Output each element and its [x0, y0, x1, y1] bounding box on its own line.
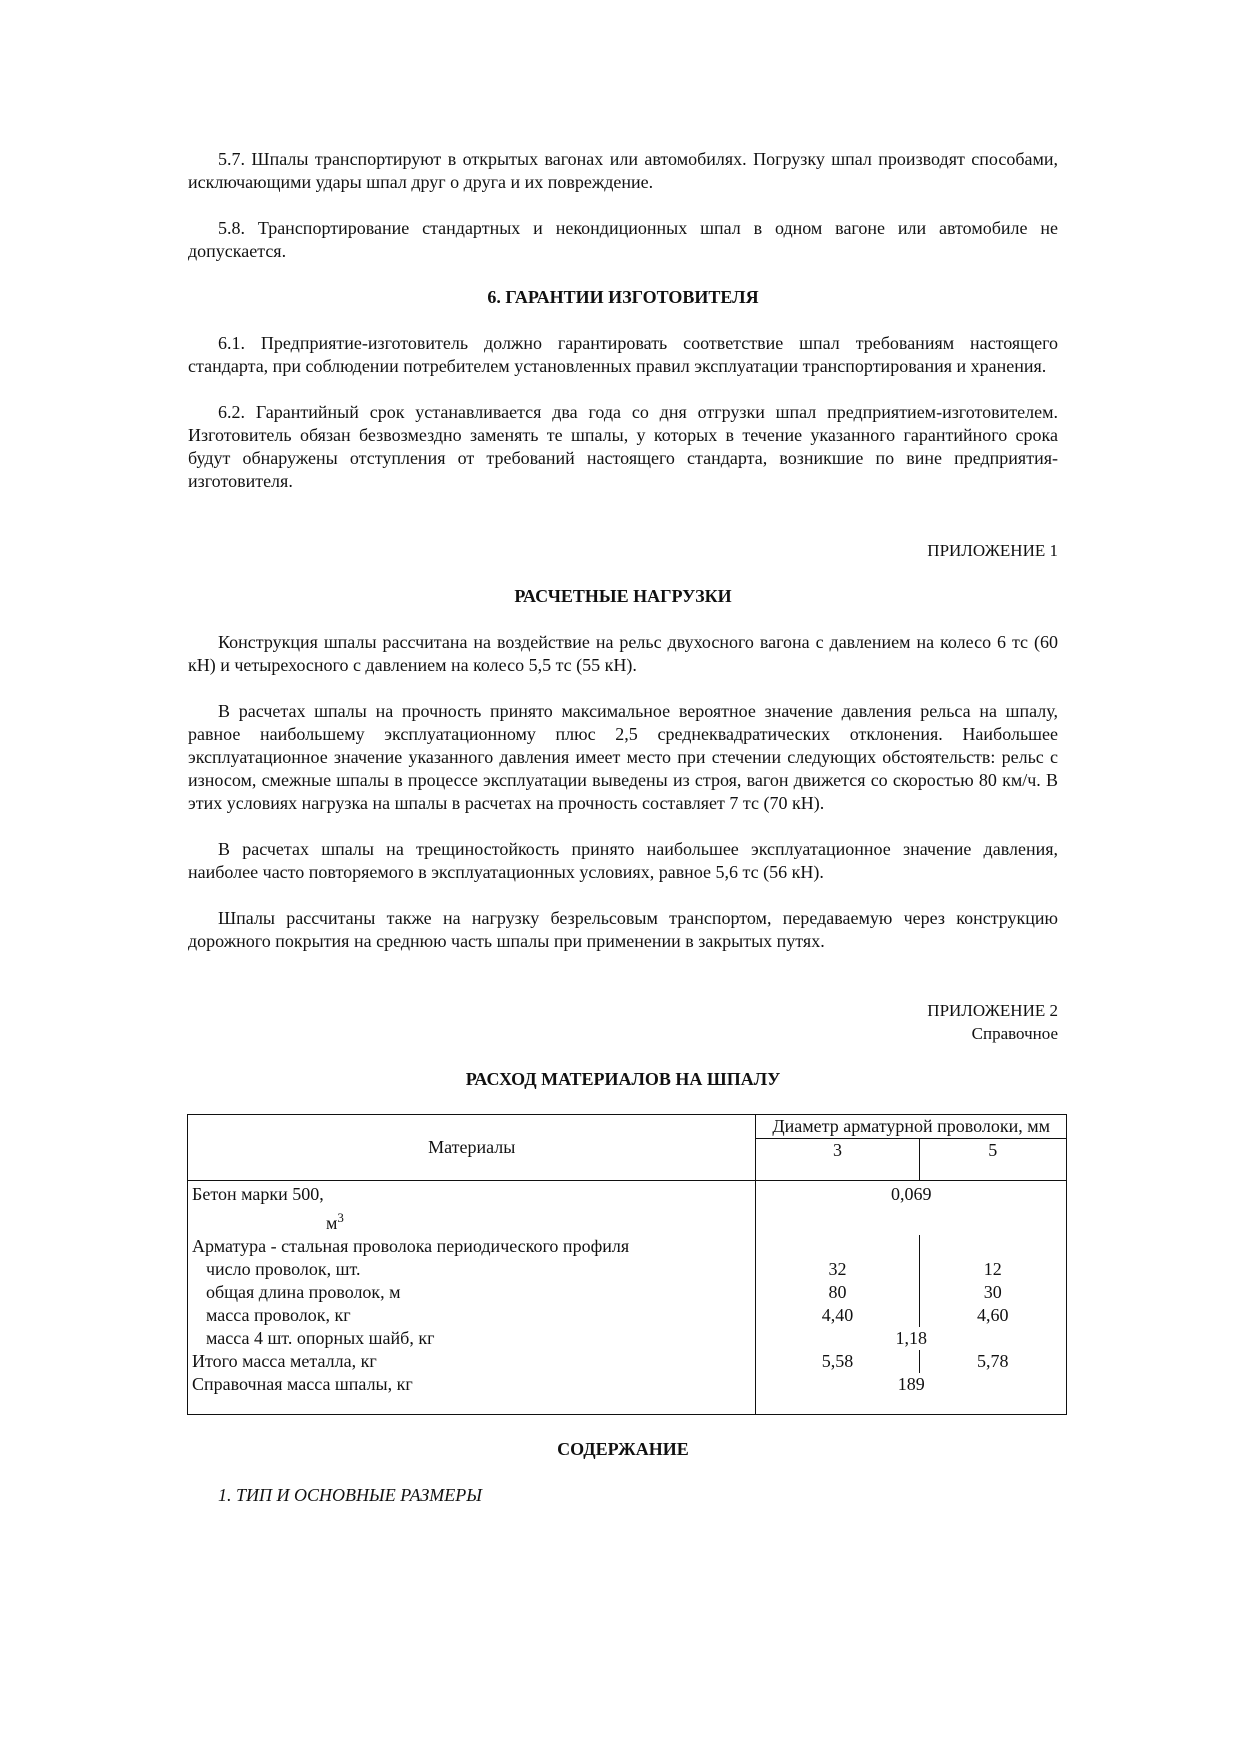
table-row — [188, 1304, 1067, 1327]
metal-total-3: 5,58 — [756, 1350, 919, 1373]
table-header-diameter: Диаметр арматурной проволоки, мм — [756, 1115, 1067, 1139]
contents-title: СОДЕРЖАНИЕ — [557, 1439, 689, 1459]
wire-count-3: 32 — [756, 1258, 919, 1281]
appendix-2-title: РАСХОД МАТЕРИАЛОВ НА ШПАЛУ — [465, 1069, 781, 1089]
washer-value: 1,18 — [756, 1327, 1067, 1350]
washer-label: масса 4 шт. опорных шайб, кг — [188, 1327, 756, 1350]
metal-total-5: 5,78 — [919, 1350, 1066, 1373]
appendix-1-paragraph-3: В расчетах шпалы на трещиностойкость принято наибольшее эксплуатационное значение давления, наиболее часто повторяемого в эксплуатационных условиях, равное 5,6 тс (56 кН). — [188, 839, 1058, 882]
table-header-5: 5 — [919, 1139, 1066, 1181]
concrete-label: Бетон марки 500, $м^3$ — [188, 1181, 756, 1236]
wire-length-5: 30 — [919, 1281, 1066, 1304]
table-row — [188, 1373, 1067, 1415]
appendix-2-label: ПРИЛОЖЕНИЕ 2 — [927, 1001, 1058, 1020]
table-row — [188, 1258, 1067, 1281]
paragraph-6-1: 6.1. Предприятие-изготовитель должно гарантировать соответствие шпал требованиям настоящего стандарта, при соблюдении потребителем установленных правил эксплуатации транспортирования и хранения. — [188, 333, 1058, 376]
concrete-unit: $м^3$ — [326, 1210, 344, 1233]
table-row — [188, 1281, 1067, 1304]
sleeper-mass-value: 189 — [756, 1373, 1067, 1415]
sleeper-mass-label: Справочная масса шпалы, кг — [188, 1373, 756, 1415]
wire-mass-5: 4,60 — [919, 1304, 1066, 1327]
metal-total-label: Итого масса металла, кг — [188, 1350, 756, 1373]
table-row — [188, 1181, 1067, 1236]
wire-count-label: число проволок, шт. — [188, 1258, 756, 1281]
table-row — [188, 1235, 1067, 1258]
contents-item-1[interactable]: 1. ТИП И ОСНОВНЫЕ РАЗМЕРЫ — [218, 1485, 482, 1505]
paragraph-6-2: 6.2. Гарантийный срок устанавливается два года со дня отгрузки шпал предприятием-изготовителем. Изготовитель обязан безвозмездно заменять те шпалы, у которых в течение указанного гарантийного срока будут обнаружены отступления от требований настоящего стандарта, возникшие по вине предприятия-изготовителя. — [188, 402, 1058, 491]
paragraph-5-7: 5.7. Шпалы транспортируют в открытых вагонах или автомобилях. Погрузку шпал производят способами, исключающими удары шпал друг о друга и их повреждение. — [188, 149, 1058, 192]
materials-table — [187, 1114, 1067, 1415]
table-row — [188, 1350, 1067, 1373]
section-heading-6: 6. ГАРАНТИИ ИЗГОТОВИТЕЛЯ — [487, 287, 759, 307]
appendix-1-paragraph-2: В расчетах шпалы на прочность принято максимальное вероятное значение давления рельса на шпалу, равное наибольшему эксплуатационному плюс 2,5 среднеквадратических отклонения. Наибольшее эксплуатационное значение указанного давления имеет место при стечении следующих обстоятельств: рельс с износом, смежные шпалы в процессе эксплуатации выведены из строя, вагон движется со скоростью 80 км/ч. В этих условиях нагрузка на шпалы в расчетах на прочность составляет 7 тс (70 кН). — [188, 701, 1058, 813]
table-header-materials: Материалы — [188, 1115, 756, 1181]
wire-length-3: 80 — [756, 1281, 919, 1304]
table-row — [188, 1327, 1067, 1350]
paragraph-5-8: 5.8. Транспортирование стандартных и некондиционных шпал в одном вагоне или автомобиле не допускается. — [188, 218, 1058, 261]
appendix-1-label: ПРИЛОЖЕНИЕ 1 — [927, 541, 1058, 560]
wire-mass-3: 4,40 — [756, 1304, 919, 1327]
table-header-3: 3 — [756, 1139, 919, 1181]
appendix-1-title: РАСЧЕТНЫЕ НАГРУЗКИ — [514, 586, 732, 606]
wire-length-label: общая длина проволок, м — [188, 1281, 756, 1304]
document-page — [188, 148, 1058, 1507]
appendix-1-paragraph-1: Конструкция шпалы рассчитана на воздействие на рельс двухосного вагона с давлением на колесо 6 тс (60 кН) и четырехосного с давлением на колесо 5,5 тс (55 кН). — [188, 632, 1058, 675]
wire-count-5: 12 — [919, 1258, 1066, 1281]
wire-mass-label: масса проволок, кг — [188, 1304, 756, 1327]
rebar-label: Арматура - стальная проволока периодического профиля — [188, 1235, 756, 1258]
appendix-2-sublabel: Справочное — [971, 1024, 1058, 1043]
appendix-1-paragraph-4: Шпалы рассчитаны также на нагрузку безрельсовым транспортом, передаваемую через конструкцию дорожного покрытия на среднюю часть шпалы при применении в закрытых путях. — [188, 908, 1058, 951]
concrete-value: 0,069 — [756, 1181, 1067, 1236]
